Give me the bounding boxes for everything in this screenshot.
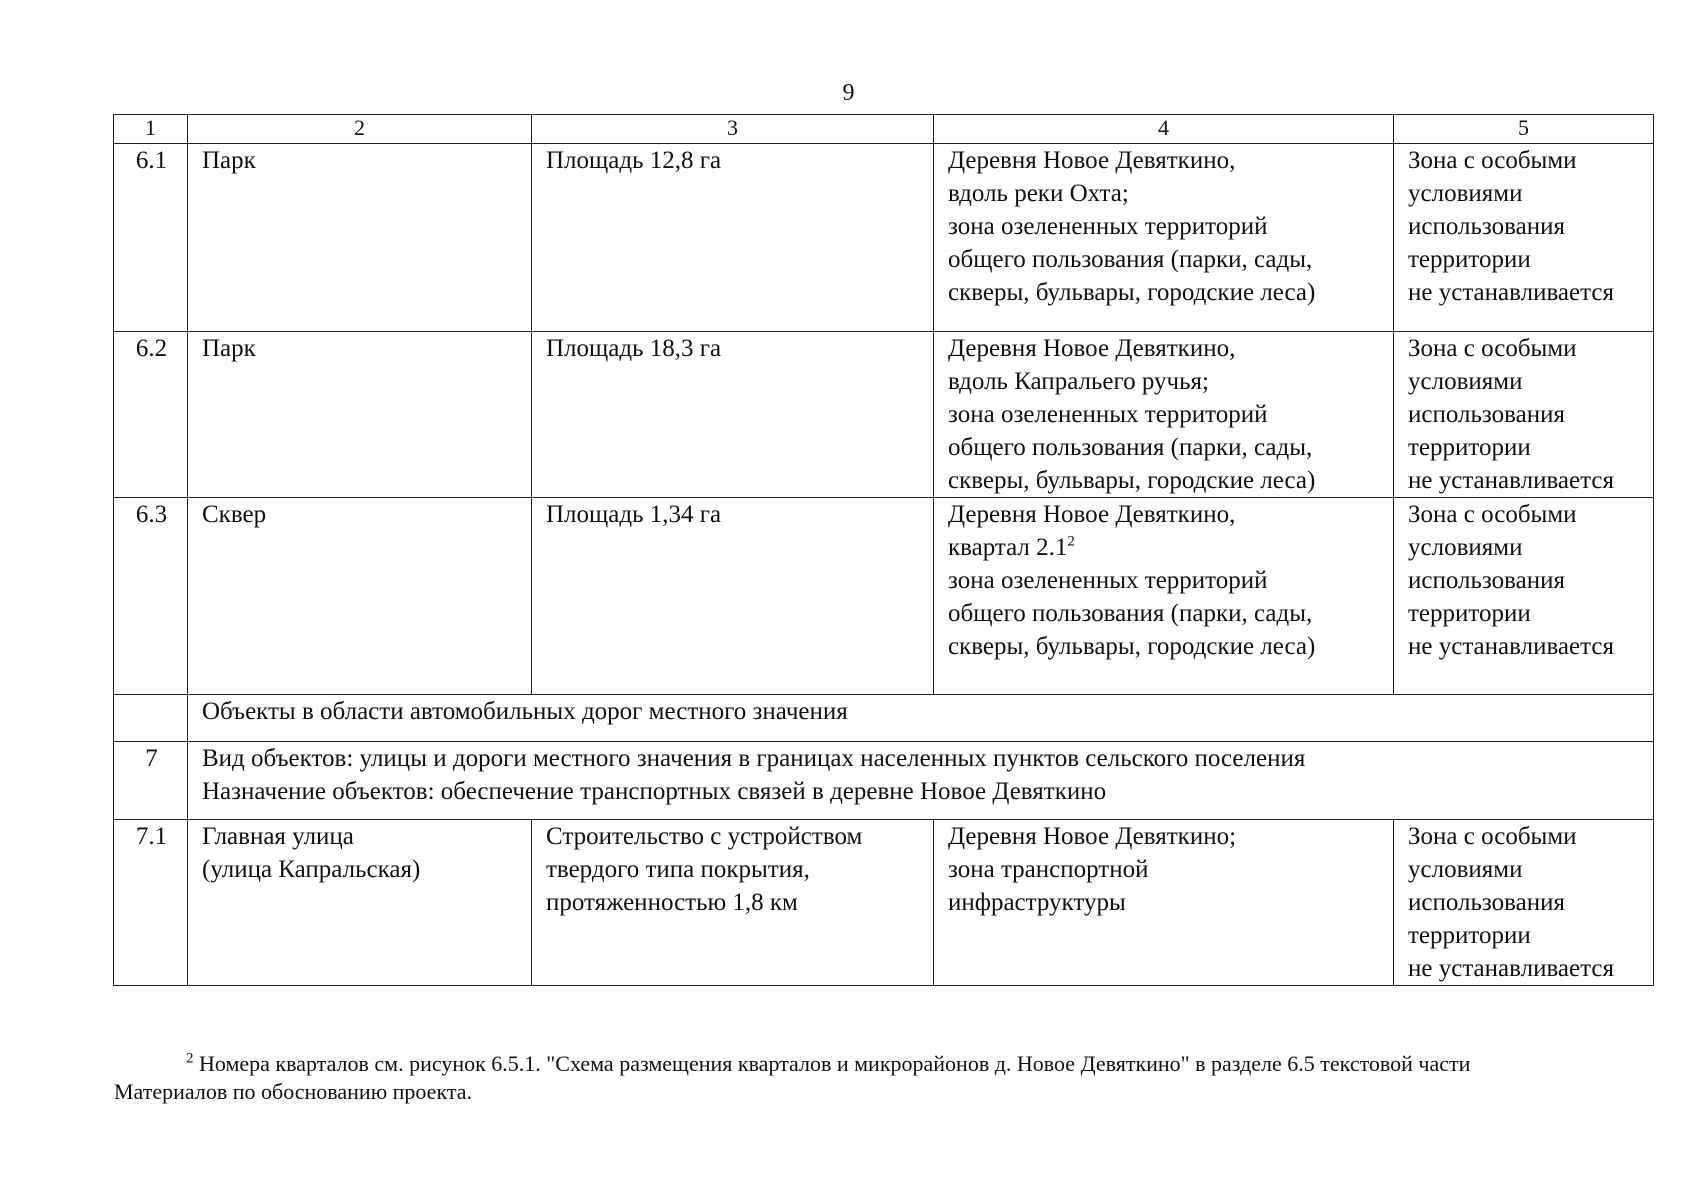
- group-row: [114, 742, 1654, 820]
- table-row: [114, 332, 1654, 498]
- text-line: вдоль реки Охта;: [948, 180, 1129, 207]
- text-line: общего пользования (парки, сады,: [948, 600, 1313, 627]
- special-zone: [1394, 820, 1654, 986]
- text-line: Главная улица: [202, 823, 354, 850]
- text-line: общего пользования (парки, сады,: [948, 434, 1313, 461]
- text-line: территории: [1408, 246, 1531, 273]
- text-line: Площадь 1,34 га: [546, 501, 722, 528]
- footnote: [114, 1050, 1674, 1106]
- text-line: зона озелененных территорий: [948, 401, 1268, 428]
- column-number: 2: [188, 115, 532, 144]
- page-number: 9: [842, 80, 855, 106]
- text-line: скверы, бульвары, городские леса): [948, 279, 1316, 306]
- text-line: Зона с особыми: [1408, 147, 1577, 174]
- objects-table: [113, 114, 1654, 986]
- object-location: [934, 820, 1394, 986]
- text-line: зона транспортной: [948, 856, 1149, 883]
- text-line: условиями: [1408, 856, 1523, 883]
- table-row: [114, 820, 1654, 986]
- text-line: инфраструктуры: [948, 889, 1126, 916]
- text-line: общего пользования (парки, сады,: [948, 246, 1313, 273]
- text-line: не устанавливается: [1408, 467, 1614, 494]
- column-number-row: [114, 115, 1654, 144]
- section-heading: Объекты в области автомобильных дорог местного значения: [188, 695, 1654, 742]
- special-zone: [1394, 498, 1654, 695]
- object-characteristics: [532, 498, 934, 695]
- footnote-line: Материалов по обоснованию проекта.: [114, 1079, 472, 1104]
- object-characteristics: [532, 820, 934, 986]
- text-line: Сквер: [202, 501, 267, 528]
- text-line: Деревня Новое Девяткино,: [948, 501, 1236, 528]
- quarter-label: квартал 2.1: [948, 534, 1068, 561]
- text-line: зона озелененных территорий: [948, 213, 1268, 240]
- text-line: Деревня Новое Девяткино,: [948, 335, 1236, 362]
- object-location: [934, 498, 1394, 695]
- table-row: [114, 498, 1654, 695]
- object-location: [934, 332, 1394, 498]
- text-line: Площадь 18,3 га: [546, 335, 722, 362]
- text-line: вдоль Капральего ручья;: [948, 368, 1209, 395]
- text-line: зона озелененных территорий: [948, 567, 1268, 594]
- text-line: использования: [1408, 401, 1565, 428]
- text-line: территории: [1408, 434, 1531, 461]
- row-number: 6.1: [114, 144, 188, 332]
- row-number: 6.3: [114, 498, 188, 695]
- empty-cell: [114, 695, 188, 742]
- text-line: использования: [1408, 567, 1565, 594]
- column-number: 3: [532, 115, 934, 144]
- text-line: Зона с особыми: [1408, 501, 1577, 528]
- footnote-mark: 2: [186, 1050, 194, 1067]
- text-line: Назначение объектов: обеспечение транспортных связей в деревне Новое Девяткино: [202, 778, 1107, 805]
- group-description: [188, 742, 1654, 820]
- text-line: использования: [1408, 889, 1565, 916]
- table-row: [114, 144, 1654, 332]
- special-zone: [1394, 332, 1654, 498]
- footnote-text: Номера кварталов см. рисунок 6.5.1. "Схема размещения кварталов и микрорайонов д. Новое Девяткино" в разделе 6.5 текстовой части: [193, 1051, 1471, 1076]
- text-line: Парк: [202, 147, 256, 174]
- footnote-line: [114, 1050, 1674, 1078]
- object-characteristics: [532, 144, 934, 332]
- footnote-reference[interactable]: 2: [1067, 533, 1075, 550]
- column-number: 4: [934, 115, 1394, 144]
- text-line: не устанавливается: [1408, 279, 1614, 306]
- object-name: [188, 820, 532, 986]
- text-line: Строительство с устройством: [546, 823, 863, 850]
- object-location: [934, 144, 1394, 332]
- text-line: использования: [1408, 213, 1565, 240]
- object-name: [188, 332, 532, 498]
- object-name: [188, 498, 532, 695]
- text-line: Парк: [202, 335, 256, 362]
- text-line: Деревня Новое Девяткино;: [948, 823, 1237, 850]
- text-line: Зона с особыми: [1408, 335, 1577, 362]
- text-line: территории: [1408, 922, 1531, 949]
- text-line: [948, 531, 1381, 564]
- row-number: 6.2: [114, 332, 188, 498]
- text-line: Вид объектов: улицы и дороги местного значения в границах населенных пунктов сельского поселения: [202, 745, 1306, 772]
- object-characteristics: [532, 332, 934, 498]
- text-line: территории: [1408, 600, 1531, 627]
- text-line: не устанавливается: [1408, 633, 1614, 660]
- text-line: скверы, бульвары, городские леса): [948, 467, 1316, 494]
- text-line: не устанавливается: [1408, 955, 1614, 982]
- text-line: Зона с особыми: [1408, 823, 1577, 850]
- column-number: 5: [1394, 115, 1654, 144]
- object-name: [188, 144, 532, 332]
- text-line: твердого типа покрытия,: [546, 856, 810, 883]
- text-line: Деревня Новое Девяткино,: [948, 147, 1236, 174]
- text-line: условиями: [1408, 534, 1523, 561]
- row-number: 7.1: [114, 820, 188, 986]
- text-line: условиями: [1408, 368, 1523, 395]
- special-zone: [1394, 144, 1654, 332]
- column-number: 1: [114, 115, 188, 144]
- row-number: 7: [114, 742, 188, 820]
- text-line: условиями: [1408, 180, 1523, 207]
- section-heading-row: [114, 695, 1654, 742]
- text-line: протяженностью 1,8 км: [546, 889, 798, 916]
- text-line: (улица Капральская): [202, 856, 421, 883]
- text-line: скверы, бульвары, городские леса): [948, 633, 1316, 660]
- text-line: Площадь 12,8 га: [546, 147, 722, 174]
